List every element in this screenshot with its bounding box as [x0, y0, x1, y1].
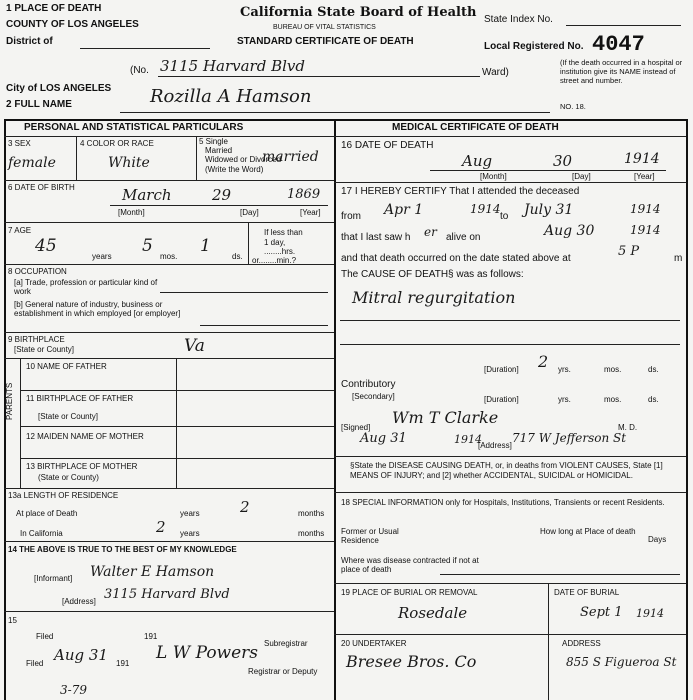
- less-than-2: 1 day,: [264, 238, 286, 247]
- dod-month: Aug: [462, 152, 493, 170]
- contributory-label: Contributory: [341, 379, 396, 390]
- md-label: M. D.: [618, 423, 638, 432]
- subregistrar-label: Subregistrar: [264, 639, 308, 648]
- cause-label: The CAUSE OF DEATH§ was as follows:: [341, 269, 524, 280]
- birthplace-label: 9 BIRTHPLACE: [8, 335, 65, 344]
- informant-address: 3115 Harvard Blvd: [104, 587, 230, 602]
- dod-year-caption: [Year]: [634, 172, 655, 181]
- date-of-death-label: 16 DATE OF DEATH: [341, 140, 434, 151]
- board-title: California State Board of Health: [240, 5, 477, 20]
- local-registered-label: Local Registered No.: [484, 41, 584, 52]
- at-place-label: At place of Death: [16, 509, 78, 518]
- last-saw-text: that I last saw h: [341, 232, 411, 243]
- certificate-title: STANDARD CERTIFICATE OF DEATH: [237, 36, 414, 47]
- undertaker-label: 20 UNDERTAKER: [341, 639, 407, 648]
- signed-label: [Signed]: [341, 423, 371, 432]
- district-line: [80, 48, 210, 49]
- in-california-years-label: years: [180, 529, 200, 538]
- how-long-days: Days: [648, 535, 667, 544]
- residence-label: 13a LENGTH OF RESIDENCE: [8, 491, 119, 500]
- last-saw-year: 1914: [630, 223, 661, 237]
- mother-maiden-label: 12 MAIDEN NAME OF MOTHER: [26, 432, 144, 441]
- cause-value: Mitral regurgitation: [352, 288, 516, 307]
- color-value: White: [108, 155, 150, 171]
- address-line: [158, 76, 480, 77]
- duration-yrs: yrs.: [558, 365, 571, 374]
- certify-text: 17 I HEREBY CERTIFY That I attended the deceased: [341, 186, 580, 197]
- filed-number: 15: [8, 616, 17, 625]
- age-years-label: years: [92, 252, 112, 261]
- duration-ds: ds.: [648, 365, 659, 374]
- dob-day: 29: [212, 186, 232, 204]
- registrar-label: Registrar or Deputy: [248, 667, 318, 676]
- ward-label: Ward): [482, 67, 509, 78]
- age-years: 45: [35, 236, 57, 256]
- full-name-label: 2 FULL NAME: [6, 99, 72, 110]
- burial-year: 1914: [636, 607, 664, 620]
- secondary-label: [Secondary]: [352, 392, 395, 401]
- less-than-3: ........hrs.: [264, 247, 296, 256]
- undertaker-address-label: ADDRESS: [562, 639, 601, 648]
- marital-label-2: Married: [205, 146, 233, 155]
- how-long-label: How long at Place of death: [540, 527, 636, 536]
- signed-year: 1914: [454, 433, 482, 446]
- undertaker-address: 855 S Figueroa St: [566, 655, 677, 669]
- dod-month-caption: [Month]: [480, 172, 507, 181]
- from-year: 1914: [470, 202, 501, 216]
- at-place-months-label: months: [298, 509, 325, 518]
- dob-month: March: [122, 186, 172, 204]
- burial-place: Rosedale: [398, 604, 468, 622]
- filed-year-1: 191: [144, 632, 158, 641]
- contributory-mos: mos.: [604, 395, 622, 404]
- father-birthplace-label: 11 BIRTHPLACE OF FATHER: [26, 394, 134, 403]
- occupation-label: 8 OCCUPATION: [8, 267, 67, 276]
- special-info-label: 18 SPECIAL INFORMATION only for Hospitals, Institutions, Transients or recent Residents.: [341, 498, 665, 507]
- birthplace-sub: [State or County]: [14, 345, 75, 354]
- bureau-label: BUREAU OF VITAL STATISTICS: [273, 24, 376, 31]
- registrar-signature: L W Powers: [156, 643, 259, 663]
- city-label: City of LOS ANGELES: [6, 83, 112, 94]
- father-birthplace-sub: [State or County]: [38, 412, 99, 421]
- former-residence-label: Former or Usual Residence: [341, 527, 399, 545]
- last-saw-date: Aug 30: [544, 223, 595, 239]
- filed-year-2: 191: [116, 659, 130, 668]
- age-days-label: ds.: [232, 252, 243, 261]
- informant-value: Walter E Hamson: [90, 564, 215, 580]
- marital-label-4: (Write the Word): [205, 165, 264, 174]
- address-value: 3115 Harvard Blvd: [160, 57, 305, 75]
- duration-label: [Duration]: [484, 365, 519, 374]
- burial-date: Sept 1: [580, 605, 623, 620]
- place-of-death-label: 1 PLACE OF DEATH: [6, 3, 102, 14]
- death-occurred-text: and that death occurred on the date stated above at: [341, 253, 571, 264]
- frame-top: [4, 119, 688, 121]
- marital-label-1: 5 Single: [199, 137, 228, 146]
- last-saw-her: er: [424, 225, 437, 239]
- marital-label-3: Widowed or Divorced: [205, 155, 282, 164]
- informant-address-label: [Address]: [62, 597, 96, 606]
- contributory-duration-label: [Duration]: [484, 395, 519, 404]
- duration-years: 2: [538, 352, 549, 371]
- medical-section-title: MEDICAL CERTIFICATE OF DEATH: [392, 122, 559, 133]
- frame-right: [686, 119, 688, 700]
- dob-month-caption: [Month]: [118, 208, 145, 217]
- birthplace-value: Va: [184, 336, 205, 356]
- color-label: 4 COLOR OR RACE: [80, 139, 154, 148]
- occupation-b: [b] General nature of industry, business or establishment in which employed [or employer]: [14, 300, 181, 318]
- informant-header: 14 THE ABOVE IS TRUE TO THE BEST OF MY KNOWLEDGE: [8, 545, 237, 554]
- sex-value: female: [8, 155, 56, 171]
- less-than-4: or........min.?: [252, 256, 297, 265]
- state-index-label: State Index No.: [484, 14, 553, 25]
- dob-day-caption: [Day]: [240, 208, 259, 217]
- disease-note: §State the DISEASE CAUSING DEATH, or, in deaths from VIOLENT CAUSES, State [1] MEANS OF INJURY; and [2] whether ACCIDENTAL, SUICIDAL or HOMICIDAL.: [350, 461, 663, 480]
- marital-value: married: [262, 149, 319, 165]
- less-than-1: If less than: [264, 228, 303, 237]
- dob-year: 1869: [287, 187, 321, 202]
- local-registered-number: 4047: [592, 32, 645, 57]
- where-contracted-label: Where was disease contracted if not at place of death: [341, 556, 479, 574]
- district-label: District of: [6, 36, 53, 47]
- county-label: COUNTY OF LOS ANGELES: [6, 19, 139, 30]
- from-label: from: [341, 211, 361, 222]
- in-california-years: 2: [156, 518, 166, 536]
- physician-address-label: [Address]: [478, 441, 512, 450]
- personal-title-rule: [4, 136, 334, 137]
- dod-day: 30: [553, 152, 573, 170]
- dob-label: 6 DATE OF BIRTH: [8, 183, 75, 192]
- filed-date: Aug 31: [54, 646, 108, 664]
- sex-label: 3 SEX: [8, 139, 31, 148]
- in-california-label: In California: [20, 529, 63, 538]
- contributory-ds: ds.: [648, 395, 659, 404]
- full-name-value: Rozilla A Hamson: [150, 86, 312, 107]
- at-place-months: 2: [240, 498, 250, 516]
- age-months-label: mos.: [160, 252, 178, 261]
- state-index-line: [566, 25, 681, 26]
- age-label: 7 AGE: [8, 226, 32, 235]
- signed-date: Aug 31: [360, 431, 407, 446]
- in-california-months-label: months: [298, 529, 325, 538]
- alive-on-text: alive on: [446, 232, 481, 243]
- duration-mos: mos.: [604, 365, 622, 374]
- age-days: 1: [200, 236, 211, 256]
- dod-year: 1914: [624, 151, 660, 167]
- physician-signature: Wm T Clarke: [392, 408, 499, 427]
- from-date: Apr 1: [384, 202, 424, 218]
- burial-label: 19 PLACE OF BURIAL OR REMOVAL: [341, 588, 478, 597]
- informant-label: [Informant]: [34, 574, 73, 583]
- to-date: July 31: [524, 202, 574, 218]
- filed-label-2: Filed: [26, 659, 44, 668]
- occupation-a: [a] Trade, profession or particular kind of work: [14, 278, 158, 296]
- column-divider: [334, 119, 336, 700]
- mother-birthplace-label: 13 BIRTHPLACE OF MOTHER: [26, 462, 138, 471]
- hospital-note: (If the death occurred in a hospital or institution give its NAME instead of street and number.: [560, 58, 683, 85]
- at-place-years-label: years: [180, 509, 200, 518]
- filed-label-1: Filed: [36, 632, 54, 641]
- undertaker-value: Bresee Bros. Co: [346, 652, 477, 671]
- mother-birthplace-sub: (State or County): [38, 473, 99, 482]
- death-time-m: m: [674, 253, 683, 264]
- dob-year-caption: [Year]: [300, 208, 321, 217]
- address-no-label: (No.: [130, 65, 149, 76]
- contributory-yrs: yrs.: [558, 395, 571, 404]
- physician-address: 717 W Jefferson St: [512, 431, 627, 445]
- death-time: 5 P: [618, 244, 640, 259]
- margin-note: 3-79: [60, 683, 87, 697]
- to-label: to: [500, 211, 509, 222]
- date-of-burial-label: DATE OF BURIAL: [554, 588, 620, 597]
- to-year: 1914: [630, 202, 661, 216]
- parents-label: PARENTS: [5, 382, 14, 420]
- father-name-label: 10 NAME OF FATHER: [26, 362, 107, 371]
- hospital-note-2: NO. 18.: [560, 102, 586, 111]
- age-months: 5: [142, 236, 153, 256]
- dod-day-caption: [Day]: [572, 172, 591, 181]
- personal-section-title: PERSONAL AND STATISTICAL PARTICULARS: [24, 122, 244, 133]
- full-name-line: [120, 112, 550, 113]
